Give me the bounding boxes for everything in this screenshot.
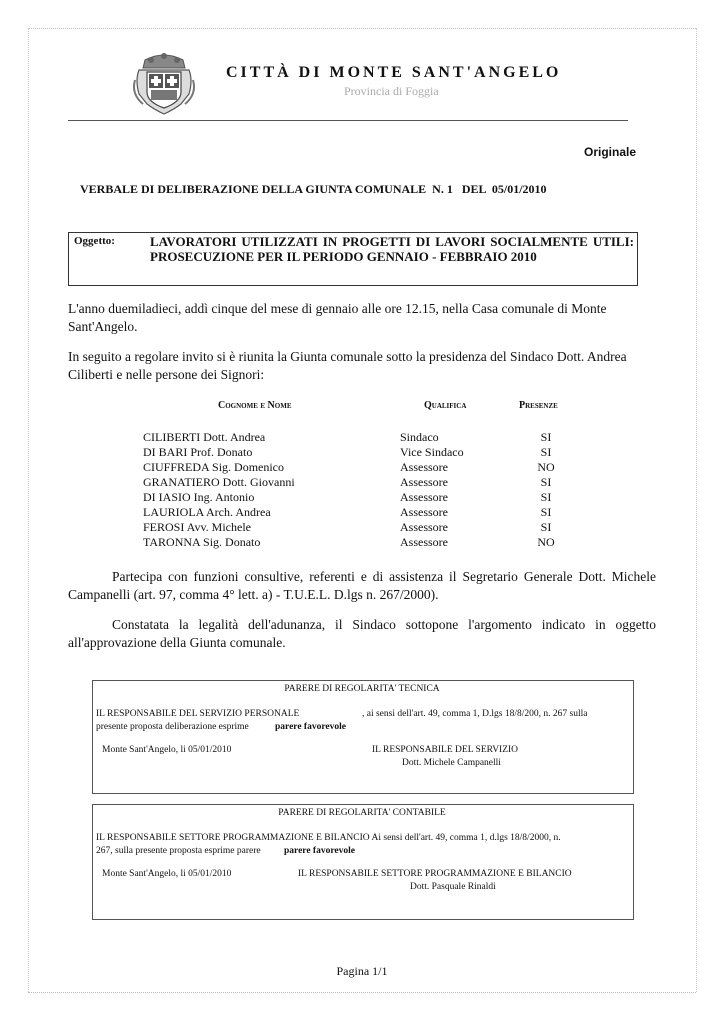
accounting-opinion-signer-title: IL RESPONSABILE SETTORE PROGRAMMAZIONE E BILANCIO xyxy=(298,869,572,879)
accounting-opinion-title: PARERE DI REGOLARITA' CONTABILE xyxy=(278,808,446,818)
member-presence: SI xyxy=(540,475,552,489)
member-role: Assessore xyxy=(400,475,448,489)
member-name: GRANATIERO Dott. Giovanni xyxy=(143,475,295,489)
member-name: CILIBERTI Dott. Andrea xyxy=(143,430,266,444)
member-presence: NO xyxy=(537,460,555,474)
member-name: FEROSI Avv. Michele xyxy=(143,520,251,534)
member-role: Assessore xyxy=(400,505,448,519)
intro-paragraph: L'anno duemiladieci, addì cinque del mese di gennaio alle ore 12.15, nella Casa comunale di Monte Sant'Angelo. xyxy=(68,301,607,334)
member-name: DI BARI Prof. Donato xyxy=(143,445,253,459)
technical-opinion-title: PARERE DI REGOLARITA' TECNICA xyxy=(284,684,440,694)
technical-opinion-text-b: , ai sensi dell'art. 49, comma 1, D.lgs 18/8/200, n. 267 sulla xyxy=(362,709,588,719)
column-header-role: Qualifica xyxy=(424,400,467,411)
member-role: Assessore xyxy=(400,490,448,504)
participation-paragraph: Partecipa con funzioni consultive, referenti e di assistenza il Segretario Generale Dott. Michele Campanelli (art. 97, comma 4° lett. a) - T.U.E.L. D.lgs n. 267/2000). xyxy=(68,569,656,602)
accounting-opinion-text-a: IL RESPONSABILE SETTORE PROGRAMMAZIONE E BILANCIO Ai sensi dell'art. 49, comma 1, d.lgs 18/8/2000, n. xyxy=(96,833,561,843)
column-header-name: Cognome e Nome xyxy=(218,400,292,411)
member-name: LAURIOLA Arch. Andrea xyxy=(143,505,271,519)
technical-opinion-favorable: parere favorevole xyxy=(275,722,346,732)
city-crest-icon xyxy=(133,50,195,118)
accounting-opinion-favorable: parere favorevole xyxy=(284,846,355,856)
member-presence: SI xyxy=(540,430,552,444)
technical-opinion-text-a: IL RESPONSABILE DEL SERVIZIO PERSONALE xyxy=(96,709,300,719)
member-presence: SI xyxy=(540,520,552,534)
accounting-opinion-text-b: 267, sulla presente proposta esprime parere xyxy=(96,846,261,856)
accounting-opinion-signer-name: Dott. Pasquale Rinaldi xyxy=(410,882,496,892)
member-role: Assessore xyxy=(400,460,448,474)
member-role: Assessore xyxy=(400,520,448,534)
technical-opinion-signer-title: IL RESPONSABILE DEL SERVIZIO xyxy=(372,745,519,755)
header-divider xyxy=(68,120,628,121)
legality-paragraph: Constatata la legalità dell'adunanza, il Sindaco sottopone l'argomento indicato in oggetto all'approvazione della Giunta comunale. xyxy=(68,617,656,650)
member-name: TARONNA Sig. Donato xyxy=(143,535,261,549)
convocation-paragraph: In seguito a regolare invito si è riunita la Giunta comunale sotto la presidenza del Sindaco Dott. Andrea Ciliberti e nelle persone dei Signori: xyxy=(68,349,627,382)
member-presence: SI xyxy=(540,505,552,519)
subject-label: Oggetto: xyxy=(74,235,115,247)
page-frame-left xyxy=(28,28,29,992)
document-status: Originale xyxy=(583,145,636,159)
member-role: Sindaco xyxy=(400,430,439,444)
page-frame-top xyxy=(28,28,696,29)
page-frame-bottom xyxy=(28,992,696,993)
province-name: Provincia di Foggia xyxy=(344,84,439,98)
member-presence: SI xyxy=(540,445,552,459)
member-name: CIUFFREDA Sig. Domenico xyxy=(143,460,285,474)
member-presence: NO xyxy=(537,535,555,549)
member-role: Assessore xyxy=(400,535,448,549)
accounting-opinion-place-date: Monte Sant'Angelo, li 05/01/2010 xyxy=(102,869,232,879)
subject-text: LAVORATORI UTILIZZATI IN PROGETTI DI LAVORI SOCIALMENTE UTILI: PROSECUZIONE PER IL PERIODO GENNAIO - FEBBRAIO 2010 xyxy=(150,234,634,264)
city-name: CITTÀ DI MONTE SANT'ANGELO xyxy=(226,64,562,81)
member-name: DI IASIO Ing. Antonio xyxy=(143,490,255,504)
page-number: Pagina 1/1 xyxy=(336,964,388,978)
member-role: Vice Sindaco xyxy=(400,445,464,459)
technical-opinion-text-c: presente proposta deliberazione esprime xyxy=(96,722,249,732)
accounting-opinion-box xyxy=(92,804,634,920)
technical-opinion-place-date: Monte Sant'Angelo, li 05/01/2010 xyxy=(102,745,232,755)
member-presence: SI xyxy=(540,490,552,504)
column-header-presence: Presenze xyxy=(519,400,558,411)
document-title: VERBALE DI DELIBERAZIONE DELLA GIUNTA COMUNALE N. 1 DEL 05/01/2010 xyxy=(80,182,547,196)
technical-opinion-box xyxy=(92,680,634,794)
page-frame-right xyxy=(696,28,697,992)
technical-opinion-signer-name: Dott. Michele Campanelli xyxy=(402,758,501,768)
